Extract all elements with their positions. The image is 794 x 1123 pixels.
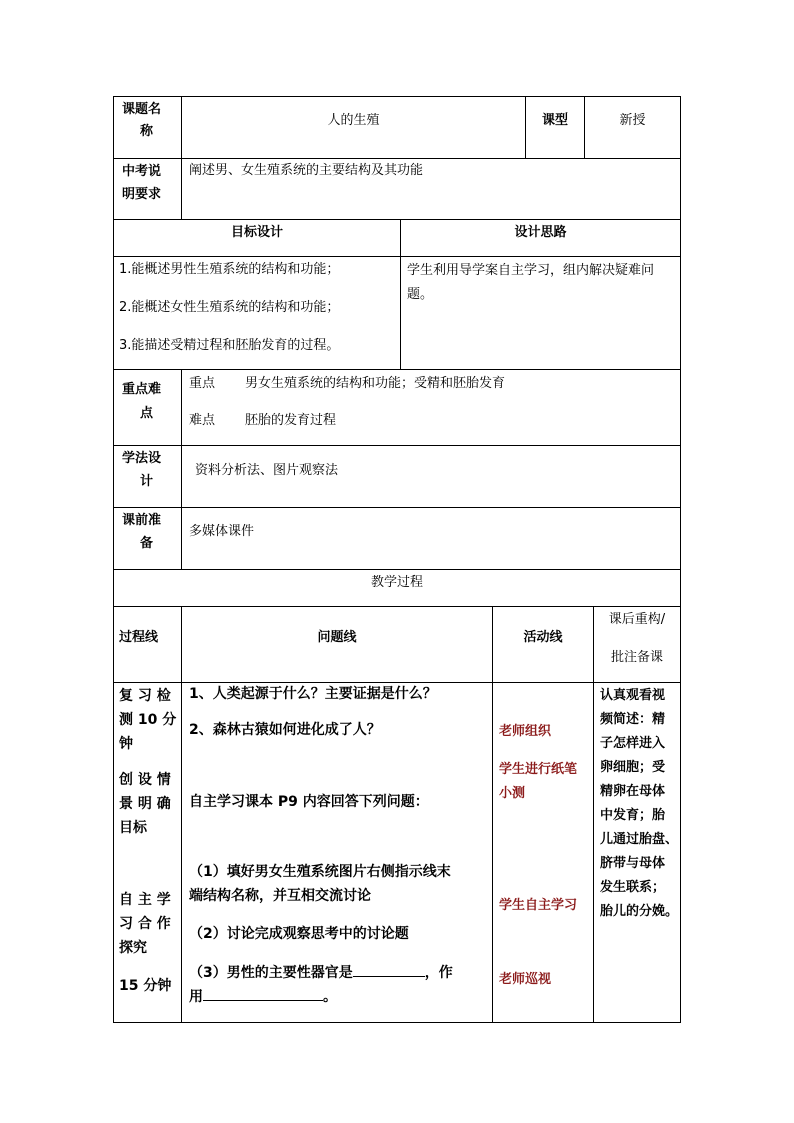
note-line: 卵细胞；受	[600, 760, 666, 775]
approach-header: 设计思路	[514, 225, 567, 240]
activity-teacher-organize: 老师组织	[499, 724, 552, 739]
activity-teacher-patrol: 老师巡视	[499, 972, 552, 987]
topic-label-line1: 课题名	[122, 102, 162, 117]
note-line: 胎儿的分娩。	[600, 904, 679, 919]
note-line: 脐带与母体	[600, 856, 666, 871]
note-line: 发生联系；	[600, 880, 666, 895]
method-label-line1: 学法设	[122, 451, 162, 466]
prep-content: 多媒体课件	[189, 524, 255, 539]
question-6-line2	[189, 986, 337, 1007]
question-6-suffix: ，作	[424, 965, 453, 981]
note-line: 子怎样进入	[600, 736, 666, 751]
difficulty-label: 难点	[189, 413, 216, 428]
process-step-line: 探究	[119, 940, 147, 956]
col-question-header: 问题线	[317, 630, 357, 645]
cell-prep-content	[181, 507, 681, 570]
key-label-line2: 点	[140, 406, 154, 421]
process-step-line: 自 主 学	[119, 892, 171, 908]
key-point-label: 重点	[189, 376, 216, 391]
goal-item-2: 2.能概述女性生殖系统的结构和功能；	[119, 300, 340, 315]
process-step-line: 景 明 确	[119, 796, 171, 812]
method-label-line2: 计	[140, 474, 154, 489]
goal-item-1: 1.能概述男性生殖系统的结构和功能；	[119, 262, 340, 277]
note-line: 认真观看视	[600, 688, 666, 703]
answer-blank-function	[203, 986, 323, 1001]
question-6-use: 用	[189, 989, 203, 1005]
difficulty-text: 胚胎的发育过程	[245, 413, 337, 428]
question-5: （2）讨论完成观察思考中的讨论题	[189, 926, 409, 942]
activity-quiz-line2: 小测	[499, 786, 526, 801]
process-step-line: 15 分钟	[119, 978, 172, 994]
activity-self-study: 学生自主学习	[499, 898, 578, 913]
requirement-content: 阐述男、女生殖系统的主要结构及其功能	[189, 163, 424, 178]
col-notes-header-line1: 课后重构/	[608, 612, 666, 627]
note-line: 精卵在母体	[600, 784, 666, 799]
process-step-line: 测 10 分	[119, 712, 177, 728]
col-activity-header: 活动线	[523, 630, 563, 645]
approach-line1: 学生利用导学案自主学习，组内解决疑难问	[407, 263, 655, 278]
activity-quiz-line1: 学生进行纸笔	[499, 762, 578, 777]
answer-blank-organ	[353, 962, 425, 977]
approach-line2: 题。	[407, 287, 434, 302]
key-label-line1: 重点难	[122, 382, 162, 397]
question-6-end: 。	[323, 989, 337, 1005]
method-content: 资料分析法、图片观察法	[195, 463, 339, 478]
requirement-label-line1: 中考说	[122, 164, 162, 179]
prep-label-line2: 备	[140, 536, 154, 551]
topic-title: 人的生殖	[327, 113, 380, 128]
question-6-line1	[189, 962, 453, 983]
note-line: 儿通过胎盘、	[600, 832, 679, 847]
question-4-line2: 端结构名称，并互相交流讨论	[189, 888, 371, 904]
col-process-header: 过程线	[119, 630, 159, 645]
prep-label-line1: 课前准	[122, 513, 162, 528]
note-line: 中发育；胎	[600, 808, 666, 823]
question-3: 自主学习课本 P9 内容回答下列问题：	[189, 794, 429, 810]
goal-item-3: 3.能描述受精过程和胚胎发育的过程。	[119, 338, 340, 353]
process-step-line: 目标	[119, 820, 147, 836]
col-notes-header-line2: 批注备课	[610, 650, 663, 665]
type-value: 新授	[619, 113, 646, 128]
question-6-prefix: （3）男性的主要性器官是	[189, 965, 353, 981]
process-title: 教学过程	[370, 575, 423, 590]
key-point-text: 男女生殖系统的结构和功能；受精和胚胎发育	[245, 376, 506, 391]
process-step-line: 复 习 检	[119, 688, 171, 704]
process-step-line: 习 合 作	[119, 916, 171, 932]
topic-label-line2: 称	[140, 124, 154, 139]
question-1: 1、人类起源于什么？主要证据是什么？	[189, 686, 437, 702]
requirement-label-line2: 明要求	[122, 187, 162, 202]
question-2: 2、森林古猿如何进化成了人？	[189, 722, 381, 738]
question-4-line1: （1）填好男女生殖系统图片右侧指示线末	[189, 864, 451, 880]
note-line: 频简述：精	[600, 712, 666, 727]
type-label: 课型	[541, 113, 568, 128]
process-step-line: 钟	[119, 736, 133, 752]
goal-header: 目标设计	[230, 225, 283, 240]
process-step-line: 创 设 情	[119, 772, 171, 788]
